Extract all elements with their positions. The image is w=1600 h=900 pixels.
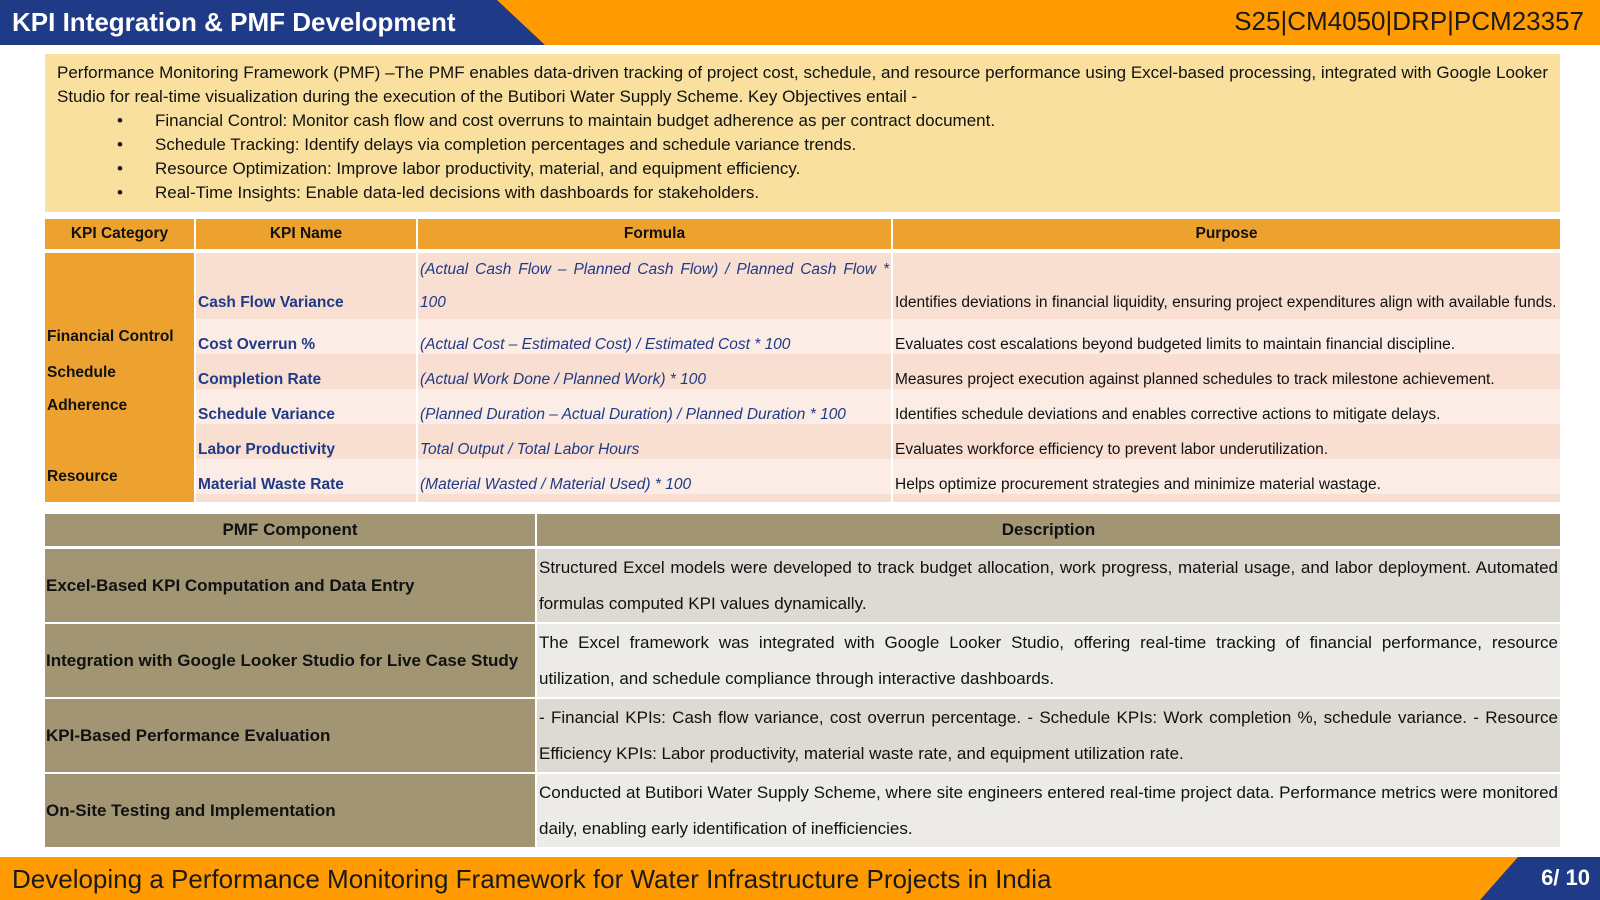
kpi-header-purpose: Purpose (893, 219, 1560, 253)
kpi-formula: (Material Wasted / Material Used) * 100 (418, 459, 893, 494)
pmf-description: Conducted at Butibori Water Supply Scheme, where site engineers entered real-time project data. Performance metrics were monitored daily, enabling early identification of inefficiencies. (537, 774, 1560, 849)
kpi-purpose: Identifies schedule deviations and enables corrective actions to mitigate delays. (893, 389, 1560, 424)
pmf-description: The Excel framework was integrated with Google Looker Studio, offering real-time tracking of financial performance, resource utilization, and schedule compliance through interactive dashboards. (537, 624, 1560, 699)
kpi-header-row (45, 219, 1560, 253)
table-row (45, 424, 1560, 459)
pmf-component: Excel-Based KPI Computation and Data Entry (45, 549, 537, 624)
spacer-cell (893, 494, 1560, 502)
category-line: Schedule (47, 364, 116, 381)
kpi-name: Cash Flow Variance (196, 253, 418, 319)
objectives-list (57, 109, 1548, 205)
table-row (45, 253, 1560, 319)
table-row (45, 389, 1560, 424)
objective-text: Resource Optimization: Improve labor productivity, material, and equipment efficiency. (155, 159, 801, 178)
pmf-description: Structured Excel models were developed to track budget allocation, work progress, material usage, and labor deployment. Automated formulas computed KPI values dynamically. (537, 549, 1560, 624)
objective-text: Real-Time Insights: Enable data-led decisions with dashboards for stakeholders. (155, 183, 760, 202)
header-bar (0, 0, 1600, 45)
kpi-category-schedule (45, 354, 196, 424)
kpi-name: Material Waste Rate (196, 459, 418, 494)
pmf-header-description: Description (537, 514, 1560, 549)
kpi-name: Cost Overrun % (196, 319, 418, 354)
table-row (45, 319, 1560, 354)
kpi-purpose: Evaluates cost escalations beyond budgeted limits to maintain financial discipline. (893, 319, 1560, 354)
spacer-cell (196, 494, 418, 502)
pmf-header-row (45, 514, 1560, 549)
list-item (57, 181, 1548, 205)
bullet-icon: • (117, 111, 123, 130)
kpi-purpose: Identifies deviations in financial liquidity, ensuring project expenditures align with available funds. (893, 253, 1560, 319)
kpi-formula: (Planned Duration – Actual Duration) / Planned Duration * 100 (418, 389, 893, 424)
kpi-name: Completion Rate (196, 354, 418, 389)
kpi-table (45, 219, 1560, 502)
kpi-purpose: Helps optimize procurement strategies and minimize material wastage. (893, 459, 1560, 494)
table-row (45, 699, 1560, 774)
slide-title: KPI Integration & PMF Development (12, 7, 456, 37)
course-code: S25|CM4050|DRP|PCM23357 (1234, 6, 1584, 36)
kpi-header-category: KPI Category (45, 219, 196, 253)
objective-text: Financial Control: Monitor cash flow and cost overruns to maintain budget adherence as per contract document. (155, 111, 996, 130)
kpi-purpose: Evaluates workforce efficiency to prevent labor underutilization. (893, 424, 1560, 459)
bullet-icon: • (117, 135, 123, 154)
page-number: 6/ 10 (1541, 865, 1590, 890)
table-row-spacer (45, 494, 1560, 502)
kpi-name: Labor Productivity (196, 424, 418, 459)
list-item (57, 133, 1548, 157)
pmf-header-component: PMF Component (45, 514, 537, 549)
kpi-formula: (Actual Cash Flow – Planned Cash Flow) / Planned Cash Flow * 100 (418, 253, 893, 319)
kpi-header-name: KPI Name (196, 219, 418, 253)
kpi-name: Schedule Variance (196, 389, 418, 424)
table-row (45, 624, 1560, 699)
kpi-header-formula: Formula (418, 219, 893, 253)
objective-text: Schedule Tracking: Identify delays via completion percentages and schedule variance trends. (155, 135, 857, 154)
pmf-table (45, 514, 1560, 849)
kpi-formula: (Actual Cost – Estimated Cost) / Estimated Cost * 100 (418, 319, 893, 354)
kpi-formula: (Actual Work Done / Planned Work) * 100 (418, 354, 893, 389)
table-row (45, 354, 1560, 389)
kpi-purpose: Measures project execution against planned schedules to track milestone achievement. (893, 354, 1560, 389)
pmf-component: Integration with Google Looker Studio for Live Case Study (45, 624, 537, 699)
pmf-description: - Financial KPIs: Cash flow variance, cost overrun percentage. - Schedule KPIs: Work completion %, schedule variance. - Resource Efficiency KPIs: Labor productivity, material waste rate, and equipment utilization rate. (537, 699, 1560, 774)
bullet-icon: • (117, 183, 123, 202)
footer-title: Developing a Performance Monitoring Framework for Water Infrastructure Projects in India (12, 864, 1052, 894)
table-row (45, 459, 1560, 494)
list-item (57, 157, 1548, 181)
kpi-category-resource: Resource (45, 424, 196, 502)
spacer-cell (418, 494, 893, 502)
list-item (57, 109, 1548, 133)
table-row (45, 774, 1560, 849)
kpi-formula: Total Output / Total Labor Hours (418, 424, 893, 459)
footer-bar (0, 857, 1600, 900)
table-row (45, 549, 1560, 624)
category-line: Adherence (47, 397, 128, 414)
kpi-category-financial: Financial Control (45, 253, 196, 354)
pmf-component: On-Site Testing and Implementation (45, 774, 537, 849)
bullet-icon: • (117, 159, 123, 178)
intro-paragraph: Performance Monitoring Framework (PMF) –The PMF enables data-driven tracking of project cost, schedule, and resource performance using Excel-based processing, integrated with Google Looker Studio for real-time visualization during the execution of the Butibori Water Supply Scheme. Key Objectives entail - (57, 63, 1548, 106)
intro-box (45, 54, 1560, 212)
pmf-component: KPI-Based Performance Evaluation (45, 699, 537, 774)
